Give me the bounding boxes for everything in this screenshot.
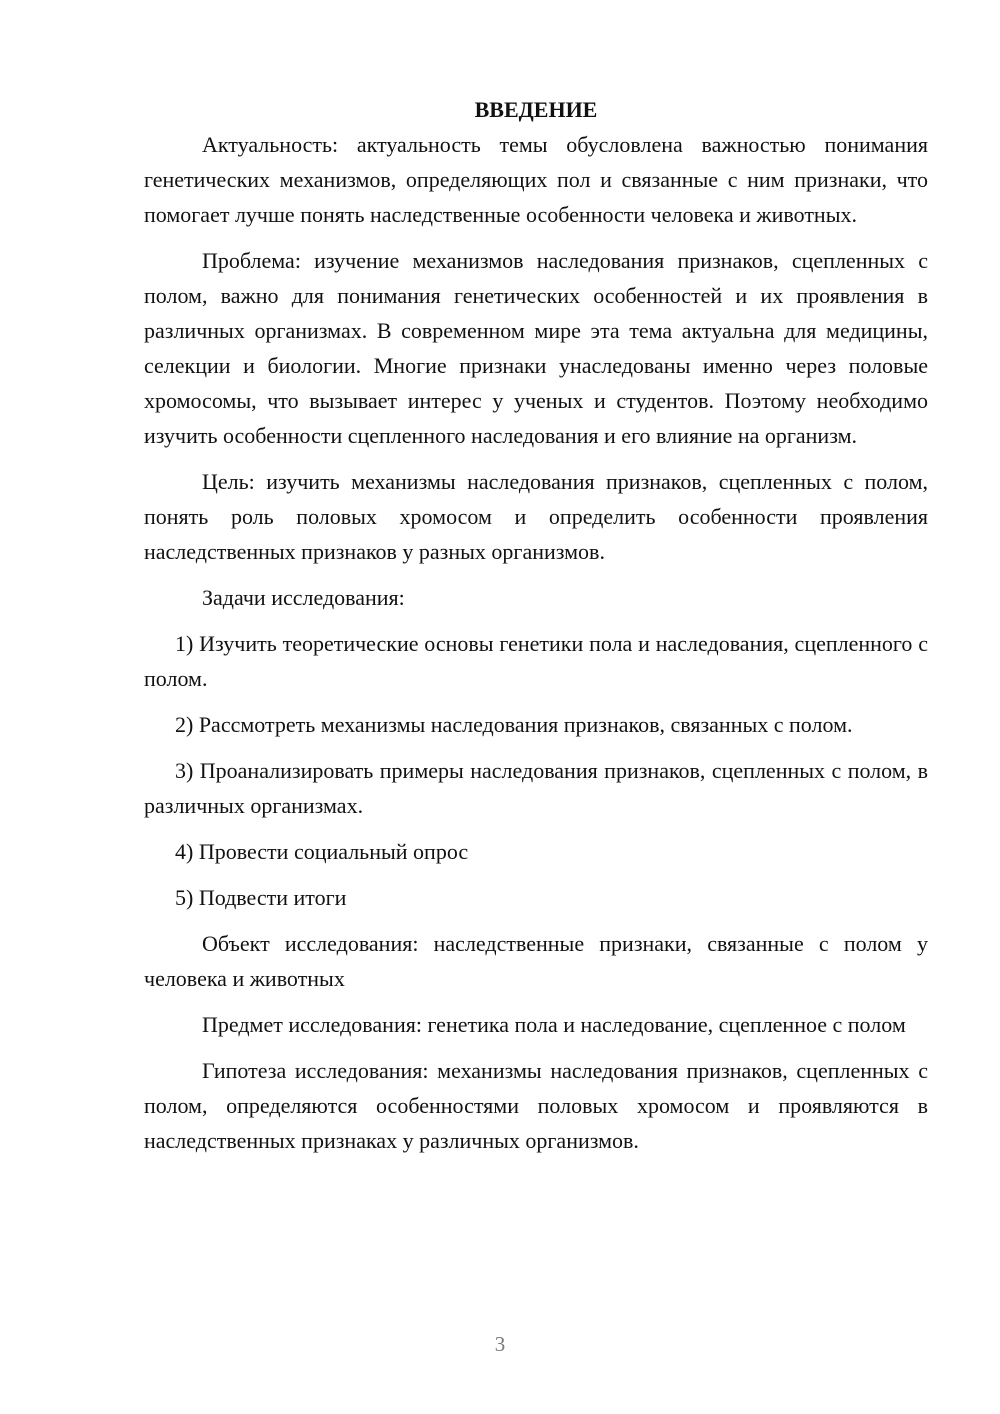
task-item: 3) Проанализировать примеры наследования признаков, сцепленных с полом, в различных организмах. — [144, 758, 928, 818]
tasks-heading: Задачи исследования: — [202, 585, 405, 610]
page-title: ВВЕДЕНИЕ — [474, 97, 598, 122]
subject-paragraph: Предмет исследования: генетика пола и наследование, сцепленное с полом — [202, 1012, 906, 1037]
page-number: 3 — [494, 1332, 506, 1356]
goal-paragraph: Цель: изучить механизмы наследования признаков, сцепленных с полом, понять роль половых хромосом и определить особенности проявления наследственных признаков у разных организмов. — [144, 469, 928, 564]
problem-paragraph: Проблема: изучение механизмов наследования признаков, сцепленных с полом, важно для понимания генетических особенностей и их проявления в различных организмах. В современном мире эта тема актуальна для медицины, селекции и биологии. Многие признаки унаследованы именно через половые хромосомы, что вызывает интерес у ученых и студентов. Поэтому необходимо изучить особенности сцепленного наследования и его влияние на организм. — [144, 248, 928, 448]
object-paragraph: Объект исследования: наследственные признаки, связанные с полом у человека и животных — [144, 931, 928, 991]
task-item: 1) Изучить теоретические основы генетики пола и наследования, сцепленного с полом. — [144, 631, 928, 691]
hypothesis-paragraph: Гипотеза исследования: механизмы наследования признаков, сцепленных с полом, определяются особенностями половых хромосом и проявляются в наследственных признаках у различных организмов. — [144, 1058, 928, 1153]
task-item: 4) Провести социальный опрос — [175, 839, 469, 864]
task-item: 2) Рассмотреть механизмы наследования признаков, связанных с полом. — [175, 712, 853, 737]
page-content — [144, 92, 928, 1169]
task-item: 5) Подвести итоги — [175, 885, 347, 910]
relevance-paragraph: Актуальность: актуальность темы обусловлена важностью понимания генетических механизмов, определяющих пол и связанные с ним признаки, что помогает лучше понять наследственные особенности человека и животных. — [144, 132, 928, 227]
